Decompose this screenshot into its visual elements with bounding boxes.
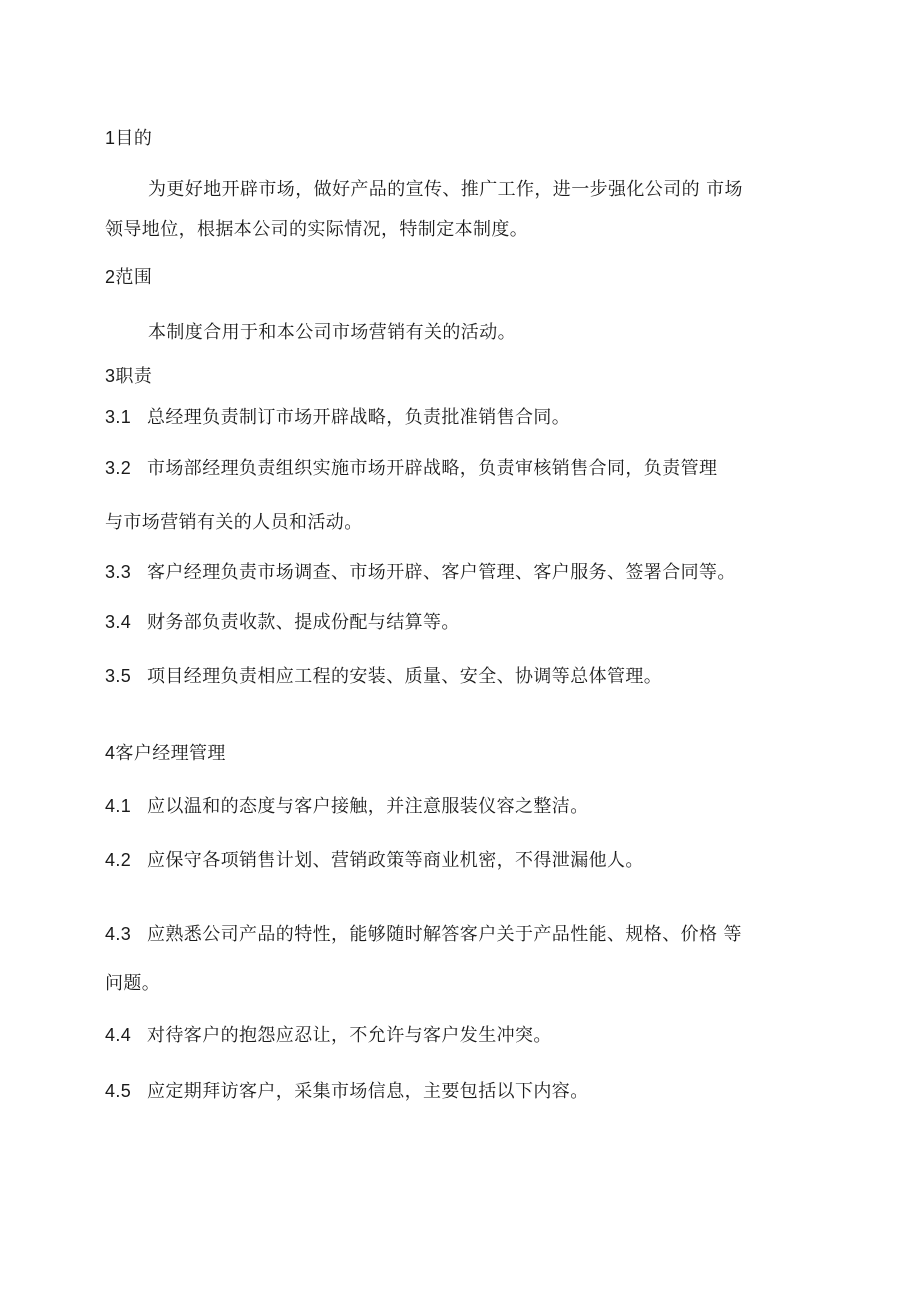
item-number: 3.4	[105, 612, 132, 632]
list-item	[105, 922, 742, 947]
section-heading-4	[105, 741, 226, 766]
item-number: 4.2	[105, 850, 132, 870]
item-number: 4.1	[105, 796, 132, 816]
list-item	[105, 848, 644, 873]
section-number: 3	[105, 366, 116, 386]
paragraph-line: 本制度合用于和本公司市场营销有关的活动。	[148, 322, 516, 343]
list-item	[105, 456, 717, 481]
section-heading-1	[105, 126, 152, 151]
item-number: 3.3	[105, 562, 132, 582]
list-item	[105, 794, 589, 819]
list-item	[105, 405, 570, 430]
list-item	[105, 1079, 589, 1104]
item-number: 3.2	[105, 458, 132, 478]
item-text: 应定期拜访客户，采集市场信息，主要包括以下内容。	[147, 1081, 589, 1102]
section-number: 1	[105, 128, 116, 148]
item-text: 市场部经理负责组织实施市场开辟战略，负责审核销售合同，负责管理	[147, 458, 718, 479]
item-text: 项目经理负责相应工程的安装、质量、安全、协调等总体管理。	[147, 666, 663, 687]
item-number: 4.3	[105, 924, 132, 944]
section-heading-2	[105, 265, 152, 290]
section-title: 职责	[115, 366, 153, 387]
item-number: 3.5	[105, 666, 132, 686]
item-text: 财务部负责收款、提成份配与结算等。	[147, 612, 460, 633]
section-number: 4	[105, 743, 116, 763]
item-text: 应熟悉公司产品的特性，能够随时解答客户关于产品性能、规格、价格 等	[147, 924, 742, 945]
item-number: 4.5	[105, 1081, 132, 1101]
item-text: 应保守各项销售计划、营销政策等商业机密，不得泄漏他人。	[147, 850, 644, 871]
list-item	[105, 560, 736, 585]
item-text: 客户经理负责市场调查、市场开辟、客户管理、客户服务、签署合同等。	[147, 562, 736, 583]
item-continuation: 问题。	[105, 973, 161, 994]
section-heading-3	[105, 364, 152, 389]
section-title: 目的	[115, 128, 153, 149]
item-number: 3.1	[105, 407, 132, 427]
item-continuation: 与市场营销有关的人员和活动。	[105, 512, 363, 533]
paragraph-line: 领导地位，根据本公司的实际情况，特制定本制度。	[105, 219, 529, 240]
paragraph-line: 为更好地开辟市场，做好产品的宣传、推广工作，进一步强化公司的 市场	[148, 179, 743, 200]
section-title: 客户经理管理	[115, 743, 226, 764]
section-number: 2	[105, 267, 116, 287]
item-text: 总经理负责制订市场开辟战略，负责批准销售合同。	[147, 407, 571, 428]
list-item	[105, 1023, 552, 1048]
item-text: 对待客户的抱怨应忍让，不允许与客户发生冲突。	[147, 1025, 552, 1046]
list-item	[105, 664, 662, 689]
item-number: 4.4	[105, 1025, 132, 1045]
item-text: 应以温和的态度与客户接触，并注意服装仪容之整洁。	[147, 796, 589, 817]
list-item	[105, 610, 460, 635]
section-title: 范围	[115, 267, 153, 288]
